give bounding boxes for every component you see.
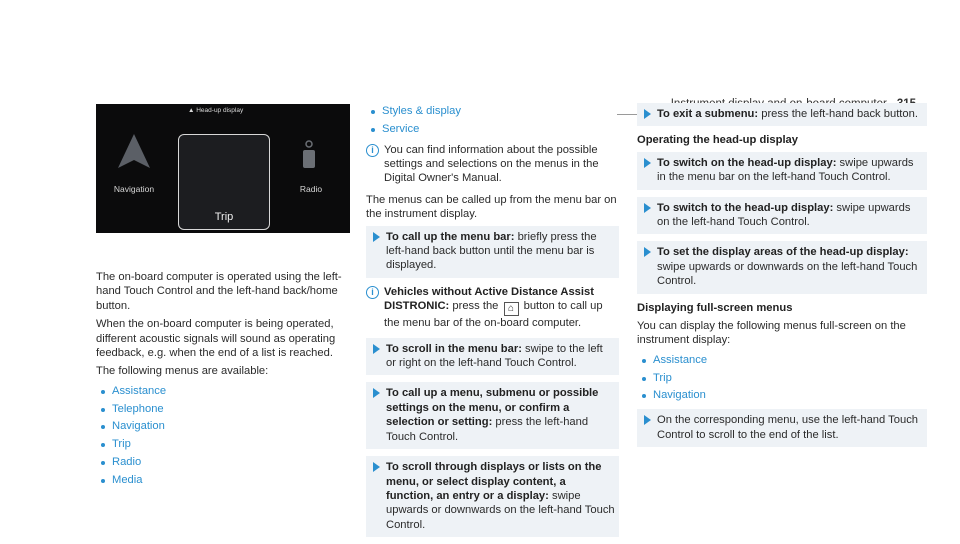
section-heading: Displaying full-screen menus: [637, 301, 793, 314]
instruction-step: To switch to the head-up display: swipe upwards on the left-hand Touch Control.: [637, 197, 927, 235]
menu-item-trip[interactable]: Trip: [637, 370, 927, 388]
section-heading: Operating the head-up display: [637, 134, 798, 147]
instruction-step: To set the display areas of the head-up display: swipe upwards or downwards on the left-hand Touch Control.: [637, 241, 927, 293]
menu-item-assistance[interactable]: Assistance: [96, 383, 351, 401]
column-3: [637, 103, 927, 454]
paragraph: The following menus are available:: [96, 365, 269, 378]
menu-item-service[interactable]: Service: [366, 121, 619, 139]
step-arrow-icon: [644, 203, 651, 213]
menu-item-assistance[interactable]: Assistance: [637, 352, 927, 370]
menu-item-radio[interactable]: Radio: [96, 454, 351, 472]
info-note: [366, 143, 619, 186]
step-arrow-icon: [644, 158, 651, 168]
menu-list-continued: [366, 103, 619, 139]
menu-item-navigation[interactable]: Navigation: [96, 418, 351, 436]
instruction-step: To scroll through displays or lists on the menu, or select display content, a function, an entry or a display: swipe upwards or downwards on the left-hand Touch Control.: [366, 456, 619, 537]
navigation-icon: [118, 134, 150, 168]
radio-icon: [303, 150, 315, 168]
info-note-text: You can find information about the possible settings and selections on the menus in the Digital Owner's Manual.: [384, 143, 599, 185]
menu-item-trip[interactable]: Trip: [96, 436, 351, 454]
paragraph: When the on-board computer is being operated, different acoustic signals will sound as operating feedback, e.g. when the end of a list is reached.: [96, 318, 336, 360]
column-1: [96, 270, 351, 494]
instruction-step: To exit a submenu: press the left-hand back button.: [637, 103, 927, 126]
menu-item-navigation[interactable]: Navigation: [637, 387, 927, 405]
menu-item-styles-display[interactable]: Styles & display: [366, 103, 619, 121]
paragraph: The menus can be called up from the menu bar on the instrument display.: [366, 193, 617, 221]
step-arrow-icon: [644, 247, 651, 257]
info-icon: i: [366, 286, 379, 299]
instruction-step: To call up the menu bar: briefly press the left-hand back button until the menu bar is displayed.: [366, 226, 619, 278]
hud-label: ▲ Head-up display: [188, 107, 244, 114]
instruction-step: On the corresponding menu, use the left-hand Touch Control to scroll to the end of the list.: [637, 409, 927, 447]
step-arrow-icon: [373, 462, 380, 472]
step-arrow-icon: [373, 388, 380, 398]
menu-list: [96, 383, 351, 490]
instruction-step: To switch on the head-up display: swipe upwards in the menu bar on the left-hand Touch Control.: [637, 152, 927, 190]
paragraph: You can display the following menus full-screen on the instrument display:: [637, 320, 906, 347]
trip-tile: [178, 134, 270, 230]
instruction-step: To call up a menu, submenu or possible settings on the menu, or confirm a selection or setting: press the left-hand Touch Control.: [366, 382, 619, 449]
trip-tile-label: Trip: [214, 211, 234, 223]
step-arrow-icon: [373, 232, 380, 242]
onboard-computer-screenshot: [96, 104, 350, 233]
radio-tile-label: Radio: [299, 184, 323, 194]
fullscreen-menu-list: [637, 352, 927, 405]
step-arrow-icon: [644, 109, 651, 119]
navigation-tile-label: Navigation: [113, 184, 155, 194]
instruction-step: To scroll in the menu bar: swipe to the left or right on the left-hand Touch Control.: [366, 338, 619, 376]
home-button-icon: ⌂: [504, 302, 519, 316]
step-arrow-icon: [644, 415, 651, 425]
info-note: i Vehicles without Active Distance Assist DISTRONIC: press the ⌂ button to call up the menu bar of the on-board computer.: [366, 285, 619, 331]
column-2: [366, 103, 619, 544]
info-icon: i: [366, 144, 379, 157]
menu-item-telephone[interactable]: Telephone: [96, 401, 351, 419]
paragraph: The on-board computer is operated using the left-hand Touch Control and the left-hand back/home button.: [96, 271, 342, 312]
step-arrow-icon: [373, 344, 380, 354]
menu-item-media[interactable]: Media: [96, 472, 351, 490]
